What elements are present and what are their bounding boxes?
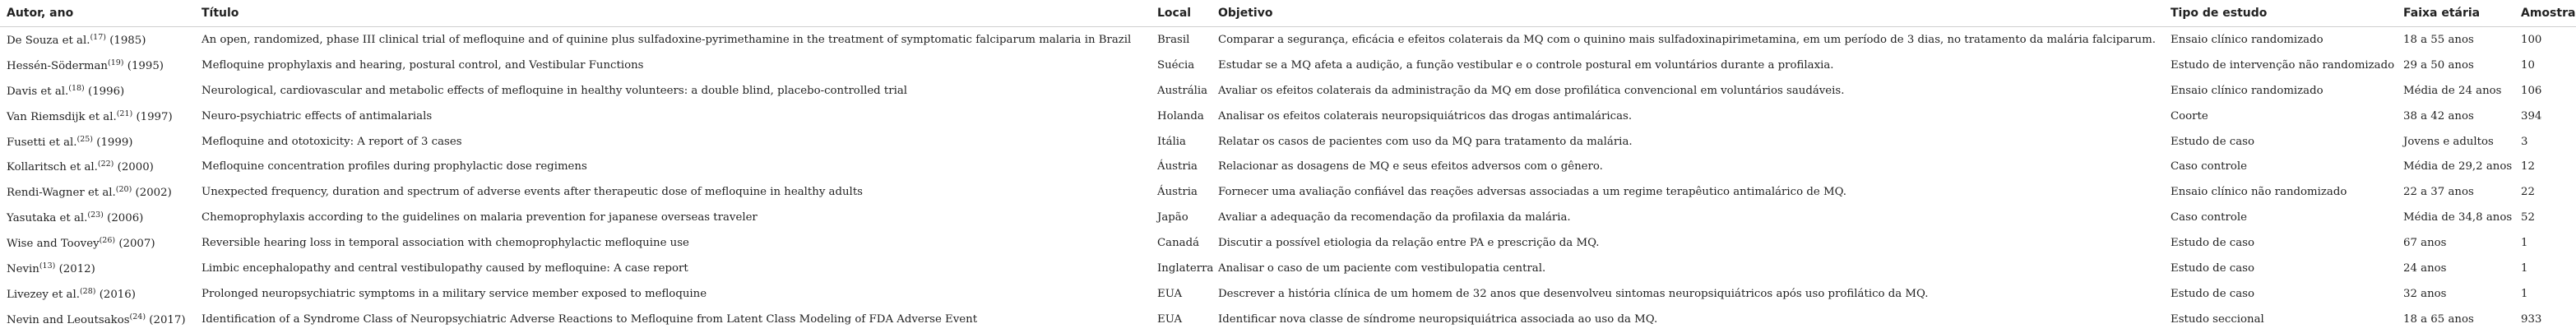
reference-number: (22) <box>97 160 114 169</box>
cell-autor-ano <box>0 281 195 307</box>
cell-local: Austrália <box>1157 84 1208 97</box>
cell-titulo: Mefloquine and ototoxicity: A report of 3 cases <box>202 135 462 148</box>
table-row <box>0 154 2576 179</box>
cell-objetivo: Discutir a possível etiologia da relação entre PA e prescrição da MQ. <box>1218 237 1600 250</box>
reference-number: (17) <box>90 32 106 42</box>
publication-year: (1995) <box>127 59 164 72</box>
cell-local: Áustria <box>1157 186 1198 199</box>
cell-local: Brasil <box>1157 33 1190 46</box>
header-row <box>0 0 2576 27</box>
publication-year: (1996) <box>88 85 125 98</box>
cell-titulo: Mefloquine concentration profiles during prophylactic dose regimens <box>202 160 587 173</box>
cell-titulo: Reversible hearing loss in temporal association with chemoprophylactic mefloquine use <box>202 237 689 250</box>
cell-amostra: 12 <box>2521 160 2535 173</box>
cell-objetivo: Avaliar os efeitos colaterais da administração da MQ em dose profilática convencional em voluntários saudáveis. <box>1218 84 1845 97</box>
cell-autor-ano <box>0 205 195 230</box>
cell-autor-ano <box>0 307 195 332</box>
author-name: Livezey et al. <box>7 288 80 301</box>
cell-autor-ano <box>0 78 195 104</box>
cell-autor-ano <box>0 154 195 179</box>
publication-year: (2002) <box>135 187 172 200</box>
cell-tipo-estudo: Estudo de caso <box>2171 237 2254 250</box>
table-row <box>0 78 2576 104</box>
author-name: Rendi-Wagner et al. <box>7 187 116 200</box>
cell-local: Itália <box>1157 135 1186 148</box>
table-row <box>0 205 2576 230</box>
table-body <box>0 27 2576 332</box>
cell-amostra: 100 <box>2521 33 2542 46</box>
header-faixa-etaria: Faixa etária <box>2397 0 2514 27</box>
header-tipo-estudo: Tipo de estudo <box>2164 0 2397 27</box>
reference-number: (28) <box>79 286 96 296</box>
cell-titulo: Mefloquine prophylaxis and hearing, postural control, and Vestibular Functions <box>202 58 644 72</box>
cell-autor-ano <box>0 129 195 155</box>
cell-titulo: Prolonged neuropsychiatric symptoms in a military service member exposed to mefloquine <box>202 287 707 300</box>
author-name: Kollaritsch et al. <box>7 161 98 174</box>
header-titulo: Título <box>195 0 1151 27</box>
cell-amostra: 394 <box>2521 109 2542 123</box>
publication-year: (2000) <box>117 161 154 174</box>
cell-tipo-estudo: Ensaio clínico randomizado <box>2171 33 2323 46</box>
table-row <box>0 256 2576 281</box>
cell-faixa-etaria: 32 anos <box>2403 287 2447 300</box>
table-row <box>0 129 2576 155</box>
cell-faixa-etaria: 67 anos <box>2403 237 2447 250</box>
reference-number: (25) <box>76 134 94 144</box>
cell-faixa-etaria: 18 a 55 anos <box>2403 33 2474 46</box>
cell-titulo: An open, randomized, phase III clinical trial of mefloquine and of quinine plus sulfadoxine-pyrimethamine in the treatment of symptomatic falciparum malaria in Brazil <box>202 33 1132 46</box>
cell-faixa-etaria: 24 anos <box>2403 261 2447 275</box>
cell-local: Suécia <box>1157 58 1195 72</box>
author-name: Hessén-Söderman <box>7 59 108 72</box>
author-name: Nevin <box>7 262 39 275</box>
cell-titulo: Limbic encephalopathy and central vestibulopathy caused by mefloquine: A case report <box>202 261 688 275</box>
cell-tipo-estudo: Ensaio clínico não randomizado <box>2171 186 2347 199</box>
header-local: Local <box>1151 0 1212 27</box>
author-name: De Souza et al. <box>7 34 90 47</box>
cell-local: Holanda <box>1157 109 1204 123</box>
cell-tipo-estudo: Caso controle <box>2171 211 2248 224</box>
cell-objetivo: Identificar nova classe de síndrome neuropsiquiátrica associada ao uso da MQ. <box>1218 312 1658 326</box>
cell-local: Inglaterra <box>1157 261 1214 275</box>
author-name: Yasutaka et al. <box>7 212 88 225</box>
reference-number: (24) <box>129 312 146 321</box>
header-amostra: Amostra <box>2514 0 2576 27</box>
cell-objetivo: Estudar se a MQ afeta a audição, a função vestibular e o controle postural em voluntários durante a profilaxia. <box>1218 58 1834 72</box>
cell-tipo-estudo: Estudo de caso <box>2171 287 2254 300</box>
cell-titulo: Chemoprophylaxis according to the guidelines on malaria prevention for japanese overseas traveler <box>202 211 758 224</box>
cell-amostra: 52 <box>2521 211 2535 224</box>
cell-tipo-estudo: Ensaio clínico randomizado <box>2171 84 2323 97</box>
author-name: Fusetti et al. <box>7 136 77 149</box>
author-name: Wise and Toovey <box>7 238 100 251</box>
publication-year: (2017) <box>149 313 186 326</box>
cell-local: EUA <box>1157 287 1183 300</box>
reference-number: (23) <box>87 210 104 220</box>
cell-objetivo: Descrever a história clínica de um homem de 32 anos que desenvolveu sintomas neuropsiquiátricos após uso profilático da MQ. <box>1218 287 1929 300</box>
cell-titulo: Neurological, cardiovascular and metabolic effects of mefloquine in healthy volunteers: a double blind, placebo-controlled trial <box>202 84 908 97</box>
reference-number: (21) <box>116 109 133 118</box>
cell-local: EUA <box>1157 312 1183 326</box>
author-name: Davis et al. <box>7 85 69 98</box>
cell-tipo-estudo: Caso controle <box>2171 160 2248 173</box>
cell-faixa-etaria: Jovens e adultos <box>2403 135 2494 148</box>
cell-amostra: 1 <box>2521 237 2528 250</box>
reference-number: (13) <box>39 261 56 271</box>
cell-faixa-etaria: Média de 34,8 anos <box>2403 211 2513 224</box>
cell-objetivo: Fornecer uma avaliação confiável das reações adversas associadas a um regime terapêutico antimalárico de MQ. <box>1218 186 1847 199</box>
author-name: Van Riemsdijk et al. <box>7 110 117 123</box>
reference-number: (20) <box>115 185 132 195</box>
cell-faixa-etaria: 29 a 50 anos <box>2403 58 2474 72</box>
cell-tipo-estudo: Estudo de caso <box>2171 261 2254 275</box>
cell-amostra: 3 <box>2521 135 2528 148</box>
publication-year: (2016) <box>99 288 136 301</box>
cell-objetivo: Comparar a segurança, eficácia e efeitos colaterais da MQ com o quinino mais sulfadoxinapirimetamina, em um período de 3 dias, no tratamento da malária falciparum. <box>1218 33 2156 46</box>
cell-amostra: 1 <box>2521 287 2528 300</box>
cell-titulo: Unexpected frequency, duration and spectrum of adverse events after therapeutic dose of mefloquine in healthy adults <box>202 186 863 199</box>
cell-autor-ano <box>0 104 195 129</box>
cell-titulo: Neuro-psychiatric effects of antimalarials <box>202 109 433 123</box>
reference-number: (19) <box>108 58 124 67</box>
cell-tipo-estudo: Estudo seccional <box>2171 312 2264 326</box>
publication-year: (1997) <box>136 110 173 123</box>
table-row <box>0 27 2576 53</box>
publication-year: (1985) <box>109 34 146 47</box>
cell-objetivo: Analisar os efeitos colaterais neuropsiquiátricos das drogas antimaláricas. <box>1218 109 1633 123</box>
cell-local: Canadá <box>1157 237 1200 250</box>
publication-year: (2007) <box>118 238 155 251</box>
cell-autor-ano <box>0 27 195 53</box>
cell-objetivo: Avaliar a adequação da recomendação da profilaxia da malária. <box>1218 211 1571 224</box>
author-name: Nevin and Leoutsakos <box>7 313 130 326</box>
cell-amostra: 10 <box>2521 58 2535 72</box>
cell-autor-ano <box>0 256 195 281</box>
cell-objetivo: Analisar o caso de um paciente com vestibulopatia central. <box>1218 261 1546 275</box>
table-row <box>0 307 2576 332</box>
cell-autor-ano <box>0 230 195 256</box>
table-row <box>0 53 2576 78</box>
cell-amostra: 106 <box>2521 84 2542 97</box>
publication-year: (1999) <box>96 136 133 149</box>
cell-faixa-etaria: 38 a 42 anos <box>2403 109 2474 123</box>
header-objetivo: Objetivo <box>1212 0 2164 27</box>
publication-year: (2012) <box>58 262 95 275</box>
publication-year: (2006) <box>107 212 144 225</box>
cell-autor-ano <box>0 53 195 78</box>
table-row <box>0 230 2576 256</box>
cell-autor-ano <box>0 179 195 205</box>
header-autor: Autor, ano <box>0 0 195 27</box>
cell-titulo: Identification of a Syndrome Class of Neuropsychiatric Adverse Reactions to Mefloquine from Latent Class Modeling of FDA Adverse Event <box>202 312 978 326</box>
reference-number: (18) <box>68 83 85 93</box>
cell-amostra: 933 <box>2521 312 2542 326</box>
cell-objetivo: Relacionar as dosagens de MQ e seus efeitos adversos com o gênero. <box>1218 160 1603 173</box>
table-row <box>0 281 2576 307</box>
cell-tipo-estudo: Estudo de intervenção não randomizado <box>2171 58 2395 72</box>
cell-local: Japão <box>1157 211 1188 224</box>
cell-faixa-etaria: 22 a 37 anos <box>2403 186 2474 199</box>
cell-amostra: 1 <box>2521 261 2528 275</box>
cell-tipo-estudo: Coorte <box>2171 109 2208 123</box>
cell-local: Áustria <box>1157 160 1198 173</box>
cell-amostra: 22 <box>2521 186 2535 199</box>
table-row <box>0 104 2576 129</box>
cell-objetivo: Relatar os casos de pacientes com uso da MQ para tratamento da malária. <box>1218 135 1633 148</box>
table-row <box>0 179 2576 205</box>
reference-number: (26) <box>99 236 116 246</box>
cell-tipo-estudo: Estudo de caso <box>2171 135 2254 148</box>
cell-faixa-etaria: Média de 29,2 anos <box>2403 160 2513 173</box>
cell-faixa-etaria: Média de 24 anos <box>2403 84 2502 97</box>
cell-faixa-etaria: 18 a 65 anos <box>2403 312 2474 326</box>
